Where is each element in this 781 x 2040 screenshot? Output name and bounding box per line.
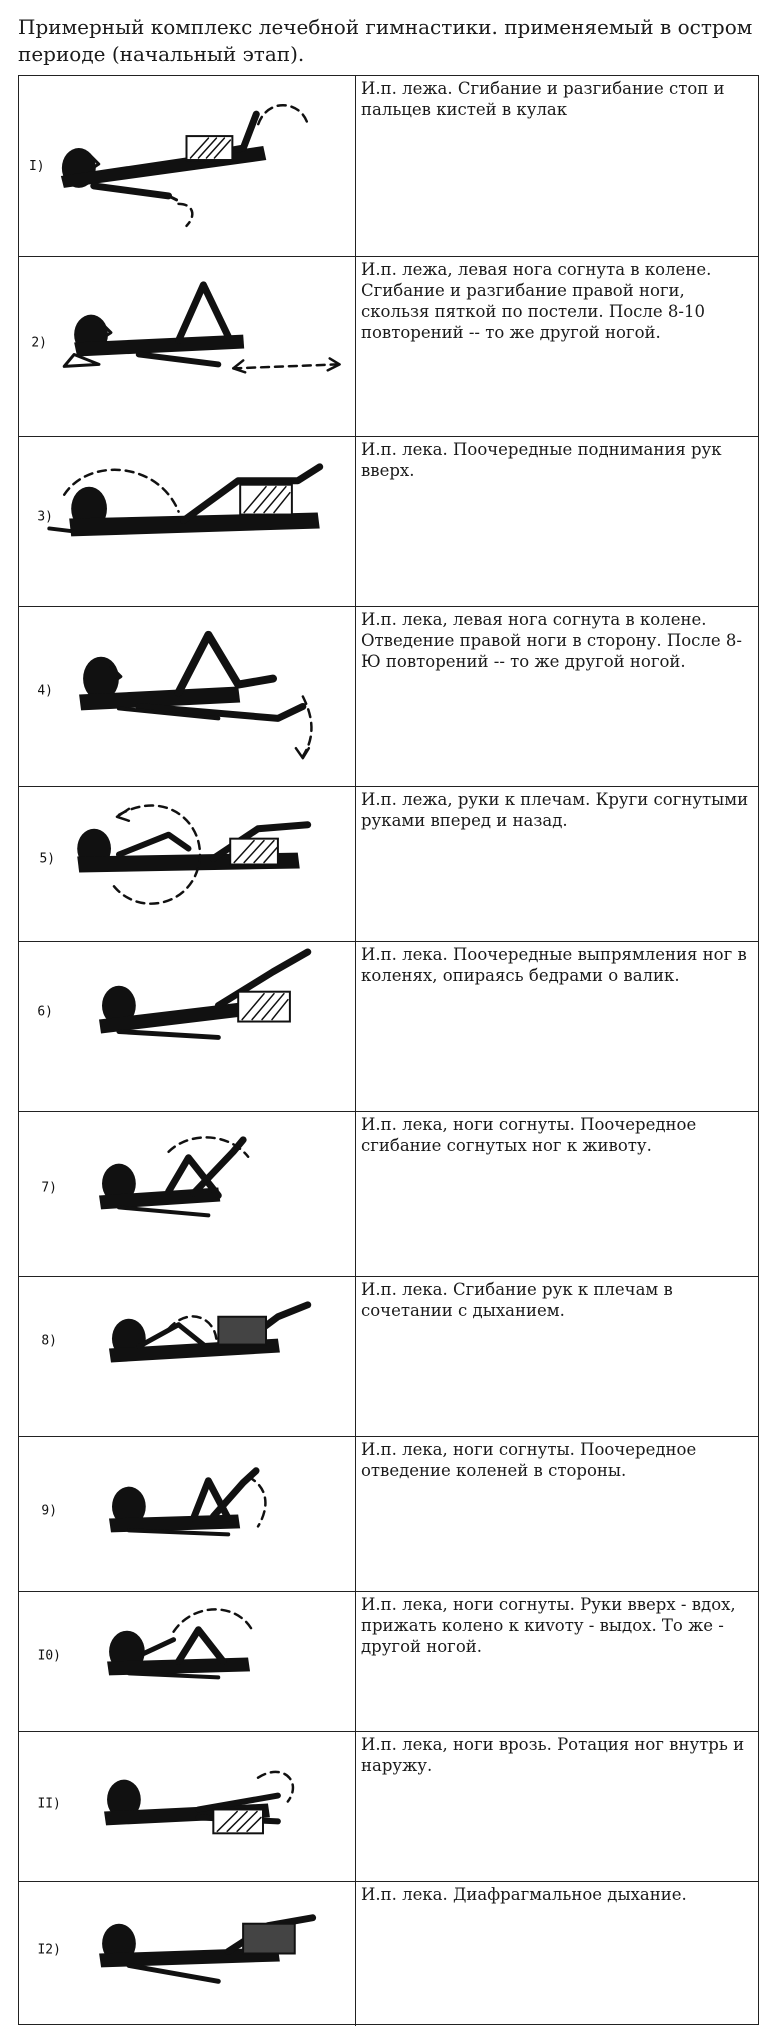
exercise-description: И.п. лежа. Сгибание и разгибание стоп и пальцев кистей в кулак — [361, 79, 725, 119]
table-row — [19, 1436, 758, 1591]
exercise-description: И.п. лека, ноги врозь. Ротация ног внутрь и наружу. — [361, 1735, 745, 1775]
motion-arrow-icon — [179, 204, 193, 226]
exercise-description: И.п. лека. Сгибание рук к плечам в сочетании с дыханием. — [361, 1280, 673, 1320]
exercise-number: 6) — [37, 1004, 53, 1020]
stick-figure-icon — [99, 1140, 243, 1216]
exercise-illustration — [19, 1437, 356, 1591]
exercise-illustration — [19, 76, 356, 256]
exercise-number: 3) — [37, 509, 53, 525]
table-row — [19, 1591, 758, 1731]
table-row — [19, 1111, 758, 1276]
bolster-icon — [187, 136, 233, 160]
document-caption: Примерный комплекс лечебной гимнастики. применяемый в остром периоде (начальный этап). — [18, 15, 753, 66]
stick-figure-icon — [79, 635, 303, 719]
exercise-description: И.п. лека, ноги согнуты. Руки вверх - вдох, прижать колено к киvоту - выдох. То же - другой ногой. — [361, 1595, 736, 1656]
exercise-number: I) — [28, 158, 45, 174]
motion-arrow-icon — [233, 364, 337, 368]
bolster-icon — [218, 1317, 266, 1345]
exercise-number: I0) — [37, 1648, 61, 1664]
exercise-illustration — [19, 607, 356, 786]
motion-arrow-icon — [174, 1609, 253, 1631]
arrowheads-icon — [117, 809, 129, 821]
table-row — [19, 606, 758, 786]
exercise-description: И.п. лека, ноги согнуты. Поочередное отведение коленей в стороны. — [361, 1440, 697, 1480]
exercise-number: 5) — [39, 851, 56, 867]
exercise-description: И.п. лека. Поочередные поднимания рук вверх. — [361, 440, 722, 480]
table-row — [19, 256, 758, 436]
table-row — [19, 786, 758, 941]
exercise-illustration — [19, 257, 356, 436]
motion-arrow-icon — [169, 1137, 249, 1156]
exercise-number: 4) — [37, 683, 53, 699]
table-row — [19, 1881, 758, 2026]
exercise-illustration — [19, 787, 356, 941]
exercise-illustration — [19, 942, 356, 1111]
bolster-icon — [243, 1924, 295, 1954]
exercise-illustration — [19, 1277, 356, 1436]
exercise-illustration — [19, 1592, 356, 1731]
table-row — [19, 1276, 758, 1436]
exercise-number: 7) — [41, 1180, 57, 1196]
exercise-illustration — [19, 1112, 356, 1276]
exercise-description: И.п. лека. Поочередные выпрямления ног в коленях, опираясь бедрами о валик. — [361, 945, 747, 985]
exercise-number: II) — [37, 1796, 61, 1812]
stick-figure-icon — [109, 1305, 308, 1363]
exercise-description: И.п. лека, ноги согнуты. Поочередное сгибание согнутых ног к животу. — [361, 1115, 697, 1155]
arrowheads-icon — [296, 748, 309, 758]
motion-arrow-icon — [248, 1477, 265, 1527]
exercise-number: 9) — [41, 1503, 57, 1519]
exercise-number: 2) — [31, 335, 47, 351]
exercise-description: И.п. лека, левая нога согнута в колене. Отведение правой ноги в сторону. После 8-Ю повторений -- то же другой ногой. — [361, 610, 742, 671]
exercise-illustration — [19, 1732, 356, 1881]
exercise-table — [18, 75, 759, 2025]
table-row — [19, 76, 758, 256]
exercise-number: I2) — [37, 1942, 61, 1958]
stick-figure-icon — [64, 285, 244, 367]
exercise-description: И.п. лека. Диафрагмальное дыхание. — [361, 1885, 687, 1904]
stick-figure-icon — [61, 114, 266, 200]
stick-figure-icon — [109, 1471, 256, 1535]
exercise-illustration — [19, 1882, 356, 2026]
exercise-description: И.п. лежа, руки к плечам. Круги согнутыми руками вперед и назад. — [361, 790, 749, 830]
stick-figure-icon — [107, 1630, 250, 1678]
exercise-number: 8) — [41, 1333, 57, 1349]
table-row — [19, 436, 758, 606]
table-row — [19, 1731, 758, 1881]
exercise-description: И.п. лежа, левая нога согнута в колене. Сгибание и разгибание правой ноги, скользя пяткой по постели. После 8-10 повторений -- то же другой ногой. — [361, 260, 712, 342]
motion-arrow-icon — [258, 105, 308, 126]
exercise-illustration — [19, 437, 356, 606]
table-row — [19, 941, 758, 1111]
